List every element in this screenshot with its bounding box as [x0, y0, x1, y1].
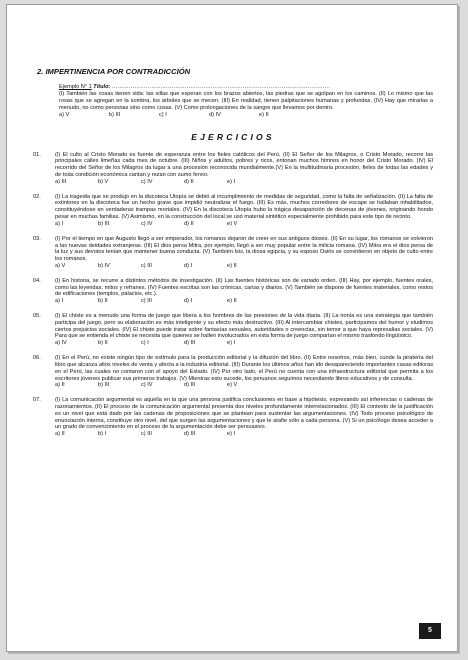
option: b) II — [98, 298, 108, 305]
option: c) I — [141, 340, 149, 347]
question-text: (I) En historia, se recurre a distintos métodos de investigación. (II) Las fuentes históricas son de variado orden. (III) Hay, por ejemplo, fuentes orales, como las leyendas, mitos y refranes. (IV) Fuentes escritas son las crónicas, cartas y diarios. (V) También se dispone de fuentes materiales, como restos de edificaciones (templos, palacios, etc.). — [55, 277, 433, 298]
question-text: (I) Por el tiempo en que Augusto llegó a ser emperador, los romanos dejaron de creer en sus antiguos dioses. (II) En su lugar, los romanos se volvieron a las nuevas deidades extranjeras. (III) El dios persa Mitra, por ejemplo, llegó a ser muy popular entre la milicia romana. (IV) Mitra era el dios persa de la luz y sus devotos tenían que mantener buena conducta. (V) También Isis, la diosa egipcia, y su esposo Osiris se convirtieron en objeto de culto entre los romanos. — [55, 235, 433, 263]
question-item — [33, 236, 433, 271]
option: a) V — [55, 263, 66, 270]
example-option: b) III — [109, 111, 121, 118]
example-text: (I) También las cosas tienen vida: las sillas que esperan con los brazos abiertos, las piedras que se agolpan en los caminos. (II) Lo mismo que las rosas que se agregan en la sombra, los árboles que se mecen. (III) En realidad, tienen palpitaciones humanas y profundas. (IV) Hay que mirarlas a menudo, no como personas sino como cosas. (V) Como prolongaciones de la sangre que llevamos por dentro. — [59, 90, 433, 111]
option: c) III — [141, 263, 152, 270]
question-text: (I) La tragedia que se produjo en la discoteca Utopía se debió al incumplimiento de medidas de seguridad, como la falta de señalización. (II) La falta de extintores en la discoteca fue un hecho grave que impidió neutralizar el fuego. (III) Es más, muchos corredores de escape se hallaban inhabilitados, constituyéndose en verdaderas trampas mortales. (IV) En la discoteca Utopía hubo la trágica desaparición de decenas de jóvenes, originando hondo pesar en muchas familias. (V) Asimismo, en la construcción del local se usó material sintético especialmente prohibido para este tipo de recinto. — [55, 193, 433, 221]
document-page — [6, 4, 458, 652]
option: e) V — [227, 382, 238, 389]
option: b) III — [98, 221, 110, 228]
option: b) III — [98, 382, 110, 389]
option: d) II — [184, 221, 194, 228]
example-option: a) V — [59, 111, 70, 118]
page-number: 5 — [419, 623, 441, 639]
example-option: e) II — [259, 111, 269, 118]
question-number: 02. — [33, 193, 41, 200]
question-text: (I) El culto al Cristo Morado es fuente de esperanza entre los fieles católicos del Perú. (II) El Señor de los Milagros, o Cristo Morado, recorre las principales calles limeñas cada mes de octubre. (III) Niños y adultos, pobres y ricos, entonan muchos himnos en honor del Cristo Morado. (IV) El recorrido del Señor de los Milagros da lugar a una procesión reconocida mundialmente.(V) En la multitudinaria procesión, fieles de todas las edades y de toda condición económica cantan y rezan con sumo fervor. — [55, 151, 433, 179]
question-number: 01. — [33, 151, 41, 158]
option: b) I — [98, 431, 107, 438]
option: d) II — [184, 179, 194, 186]
example-heading — [59, 84, 433, 91]
exercises-title: EJERCICIOS — [191, 131, 275, 142]
option: c) IV — [141, 179, 153, 186]
question-number: 07. — [33, 396, 41, 403]
option: e) V — [227, 221, 238, 228]
option: a) II — [55, 431, 65, 438]
option: a) IV — [55, 340, 67, 347]
question-text: (I) El chiste es a menudo una forma de juego que libera a los hombres de las presiones de la vida diaria. (II) La ironía es una estrategia que también participa del juego, pero su elaboración es más inteligente y su efecto más destructivo. (III) Al intercambiar chistes, participamos del humor y eludimos ciertos prejuicios sociales. (IV) El chiste puede tratar sobre fantasías sexuales, autoridades o creencias, sin temor a que haya represalias sociales. (V) Para que se entienda el chiste se necesita que quienes se hallen involucrados en esta forma de juego compartan el mismo trasfondo lingüístico. — [55, 312, 433, 340]
question-options — [55, 340, 433, 347]
option: a) II — [55, 382, 65, 389]
example-title-blank: ……………………………………………………………………………………………………… — [111, 84, 331, 90]
question-options — [55, 431, 433, 438]
option: d) III — [184, 340, 196, 347]
option: e) I — [227, 179, 236, 186]
question-item — [33, 194, 433, 229]
question-item — [33, 397, 433, 438]
option: b) IV — [98, 263, 110, 270]
option: d) III — [184, 431, 196, 438]
option: a) III — [55, 179, 67, 186]
example-block — [59, 84, 433, 119]
option: d) I — [184, 298, 193, 305]
question-options — [55, 221, 433, 228]
question-options — [55, 263, 433, 270]
question-item — [33, 313, 433, 348]
option: b) II — [98, 340, 108, 347]
question-text: (I) En el Perú, no existe ningún tipo de estímulo para la producción editorial y la difusión del libro. (II) Entre nosotros, más bien, cunde la piratería del libro que alcanza altos niveles de venta y afecta a la industria editorial. (III) Durante los últimos años han ido desapareciendo importantes casas editoras en el Perú, las cuales no contaron con el apoyo del Estado. (IV) Por otro lado, el Perú no cuenta con una infraestructura editorial que permita a los escritores jóvenes publicar sus primeros trabajos. (V) Mientras esto sucede, los peruanos seguimos necesitando libros educativos y de consulta. — [55, 354, 433, 382]
option: d) III — [184, 382, 196, 389]
example-option: d) IV — [209, 111, 221, 118]
option: a) I — [55, 221, 64, 228]
section-title: 2. IMPERTINENCIA POR CONTRADICCIÓN — [37, 67, 191, 76]
option: a) I — [55, 298, 64, 305]
example-option: c) I — [159, 111, 167, 118]
question-options — [55, 179, 433, 186]
question-number: 04. — [33, 277, 41, 284]
option: e) I — [227, 431, 236, 438]
question-number: 03. — [33, 235, 41, 242]
question-item — [33, 355, 433, 390]
option: c) III — [141, 431, 152, 438]
question-options — [55, 382, 433, 389]
question-number: 06. — [33, 354, 41, 361]
option: b) V — [98, 179, 109, 186]
question-item — [33, 278, 433, 306]
questions-list — [33, 152, 433, 439]
option: c) IV — [141, 221, 153, 228]
option: c) IV — [141, 382, 153, 389]
question-options — [55, 298, 433, 305]
question-item — [33, 152, 433, 187]
question-number: 05. — [33, 312, 41, 319]
example-title-label: Título: — [93, 84, 111, 90]
option: d) I — [184, 263, 193, 270]
option: e) II — [227, 298, 237, 305]
example-label: Ejemplo N° 1 — [59, 84, 92, 90]
option: e) II — [227, 263, 237, 270]
option: c) III — [141, 298, 152, 305]
option: e) I — [227, 340, 236, 347]
question-text: (I) La comunicación argumental es aquella en la que una persona justifica conclusiones en base a hipótesis, expresando así inferencias o cadenas de razonamientos. (II) El proceso de la comunicación argumental presenta dos niveles profundamente interrelacionados. (III) El contexto de la justificación es un nivel que está dado por las cadenas de proposiciones que se plantean para sustentar las argumentaciones. (IV) Todo proceso psicológico de enunciación interna, constituye otro nivel, del que surgen las argumentaciones y que le atañe sólo a cada persona. (V) Si un psicólogo desea acceder a un grado de convencimiento en el proceso de la argumentación debe ser persuasivo. — [55, 396, 433, 431]
example-options — [59, 112, 433, 119]
